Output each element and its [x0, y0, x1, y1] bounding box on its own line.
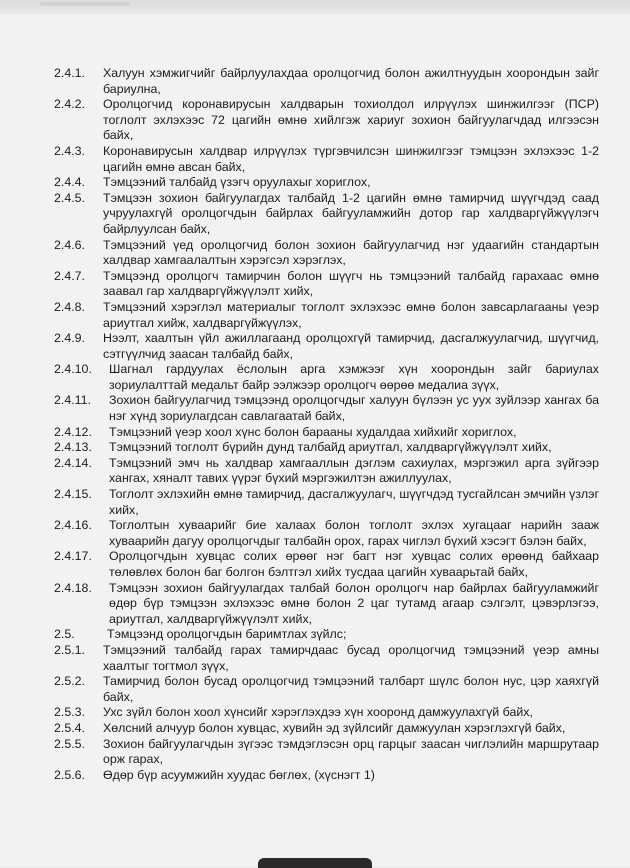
item-number: 2.4.12.: [54, 424, 92, 439]
top-strip: [0, 0, 630, 14]
item-number: 2.4.1.: [54, 66, 86, 80]
item-text: Тэмцээний талбайд гарах тамирчдаас бусад оролцогчид тэмцээний үеэр амны хаалтыг тогтмол зүүх,: [103, 642, 599, 673]
item-text: Халуун хэмжигчийг байрлуулахдаа оролцогчид болон ажилтнуудын хоорондын зайг бариулна,: [103, 66, 599, 96]
item-number: 2.4.6.: [54, 237, 86, 252]
item-text: Өдөр бүр асуумжийн хуудас бөглөх, (хүснэгт 1): [103, 767, 375, 782]
item-number: 2.4.13.: [54, 440, 92, 455]
item-text: Тэмцээний үеэр хоол хүнс болон барааны худалдаа хийхийг хориглох,: [109, 424, 517, 439]
item-text: Ухс зүйл болон хоол хүнсийг хэрэглэхдээ хүн хооронд дамжуулахгүй байх,: [103, 705, 533, 720]
previous-page-edge: [40, 2, 130, 6]
list-item: [54, 643, 599, 674]
list-item: [54, 144, 599, 175]
item-number: 2.4.16.: [54, 518, 92, 533]
item-text: Оролцогчид коронавирусын халдварын тохиолдол илрүүлэх шинжилгээг (ПСР) тоглолт эхлэхээс 72 цагийн өмнө хийлгэж хариуг зохион байгуулагчдад илгээсэн байх,: [103, 97, 599, 143]
item-number: 2.5.6.: [54, 767, 86, 782]
item-text: Тоглолт эхлэхийн өмнө тамирчид, дасгалжуулагч, шүүгчдэд тусгайлсан эмчийн үзлэг хийх,: [109, 487, 599, 517]
list-item: [54, 440, 599, 456]
item-text: Тэмцээн зохион байгуулагдах талбай болон оролцогч нар байрлах байгууламжийг өдөр бүр тэмцээн эхлэхээс өмнө болон 2 цаг тутамд агаар сэлгэлт, цэвэрлэгээ, ариутгал, халдваргүйжүүлэлт хийх,: [109, 580, 599, 626]
list-item: [54, 269, 599, 300]
item-number: 2.4.18.: [54, 580, 92, 595]
item-text: Тэмцээн зохион байгуулагдах талбайд 1-2 цагийн өмнө тамирчид шүүгчдэд саад учруулахгүй оролцогчдын байрлах байгууламжийн дотор гар халдваргүйжүүлэгч байрлуулсан байх,: [103, 190, 599, 236]
item-text: Тэмцээний талбайд үзэгч оруулахыг хориглох,: [103, 175, 371, 190]
item-number: 2.5.5.: [54, 736, 86, 751]
item-number: 2.4.5.: [54, 190, 86, 205]
list-item: [54, 331, 599, 362]
list-item: [54, 549, 599, 580]
item-number: 2.5.: [54, 627, 75, 642]
list-item: [54, 175, 599, 191]
item-number: 2.4.17.: [54, 549, 92, 564]
item-text: Коронавирусын халдвар илрүүлэх түргэвчилсэн шинжилгээг тэмцээн эхлэхээс 1-2 цагийн өмнө авсан байх,: [103, 143, 599, 174]
item-text: Тэмцээний тоглолт бүрийн дунд талбайд ариутгал, халдваргүйжүүлэлт хийх,: [109, 440, 552, 455]
list-item: [54, 456, 599, 487]
item-number: 2.5.1.: [54, 642, 86, 657]
item-number: 2.4.10.: [54, 362, 92, 377]
item-number: 2.5.2.: [54, 674, 86, 689]
list-item: [54, 66, 599, 97]
item-text: Тэмцээнд оролцогчдын баримтлах зүйлс;: [107, 627, 347, 642]
list-item: [54, 721, 599, 737]
item-text: Зохион байгуулагчдын зүгээс тэмдэглэсэн орц гарцыг заасан чиглэлийн маршрутаар орж гарах,: [103, 736, 599, 767]
list-item: [54, 627, 599, 643]
list-item: [54, 191, 599, 238]
item-number: 2.4.2.: [54, 97, 86, 112]
item-text: Тамирчид болон бусад оролцогчид тэмцээний талбарт шүлс болон нус, цэр хаяхгүй байх,: [103, 674, 599, 704]
item-text: Нээлт, хаалтын үйл ажиллагаанд оролцохгүй тамирчид, дасгалжуулагчид, шүүгчид, сэтгүүлчид заасан талбайд байх,: [103, 331, 599, 361]
item-text: Тоглолтын хуваарийг бие халаах болон тоглолт эхлэх хугацааг нарийн зааж хуваарийн дагуу оролцогчдыг талбайн орох, гарах чиглэл бүхий хэсэгт бэлэн байх,: [109, 518, 599, 548]
list-item: [54, 97, 599, 144]
home-indicator-bar[interactable]: [258, 858, 372, 868]
item-text: Тэмцээний үед оролцогчид болон зохион байгуулагчид нэг удаагийн стандартын халдвар хамгаалалтын хэрэгсэл хэрэглэх,: [103, 237, 599, 268]
item-text: Хөлсний алчуур болон хувцас, хувийн эд зүйлсийг дамжуулан хэрэглэхгүй байх,: [103, 720, 566, 735]
document-content: [54, 66, 599, 783]
item-text: Оролцогчдын хувцас солих өрөөг нэг багт нэг хувцас солих өрөөнд байхаар төлөвлөх болон баг болгон бэлтгэл хийх тусдаа цагийн хуваарьтай байх,: [109, 549, 599, 579]
list-item: [54, 518, 599, 549]
item-number: 2.4.9.: [54, 331, 86, 346]
item-number: 2.4.4.: [54, 175, 86, 190]
item-text: Зохион байгуулагчид тэмцээнд оролцогчдыг халуун бүлээн ус уух зуйлээр хангах ба нэг хүнд зориулагдсан савлагаатай байх,: [109, 393, 599, 424]
item-text: Тэмцээний эмч нь халдвар хамгааллын дэглэм сахиулах, мэргэжил арга зүйгээр хангах, хяналт тавих үүрэг бүхий мэргэжилтэн ажиллуулах,: [109, 455, 599, 486]
list-item: [54, 393, 599, 424]
list-item: [54, 705, 599, 721]
list-item: [54, 581, 599, 628]
item-text: Шагнал гардуулах ёслолын арга хэмжээг хүн хоорондын зайг бариулах зориулалттай медальт байр ээлжээр оролцогч өөрөө медалиа зүүх,: [109, 362, 599, 392]
item-text: Тэмцээний хэрэглэл материалыг тоглолт эхлэхээс өмнө болон завсарлагааны үеэр ариутгал хийж, халдваргүйжүүлэх,: [103, 299, 599, 330]
list-item: [54, 362, 599, 393]
list-item: [54, 674, 599, 705]
list-item: [54, 300, 599, 331]
item-number: 2.4.3.: [54, 143, 86, 158]
item-number: 2.5.4.: [54, 720, 86, 735]
item-number: 2.4.8.: [54, 299, 86, 314]
list-item: [54, 737, 599, 768]
list-item: [54, 238, 599, 269]
item-number: 2.4.11.: [54, 393, 91, 408]
item-number: 2.4.7.: [54, 268, 86, 283]
list-item: [54, 768, 599, 784]
item-number: 2.4.15.: [54, 487, 92, 502]
item-number: 2.5.3.: [54, 705, 86, 720]
list-item: [54, 425, 599, 441]
item-number: 2.4.14.: [54, 455, 92, 470]
list-item: [54, 487, 599, 518]
item-text: Тэмцээнд оролцогч тамирчин болон шүүгч нь тэмцээний талбайд гарахаас өмнө заавал гар халдваргүйжүүлэлт хийх,: [103, 268, 599, 299]
